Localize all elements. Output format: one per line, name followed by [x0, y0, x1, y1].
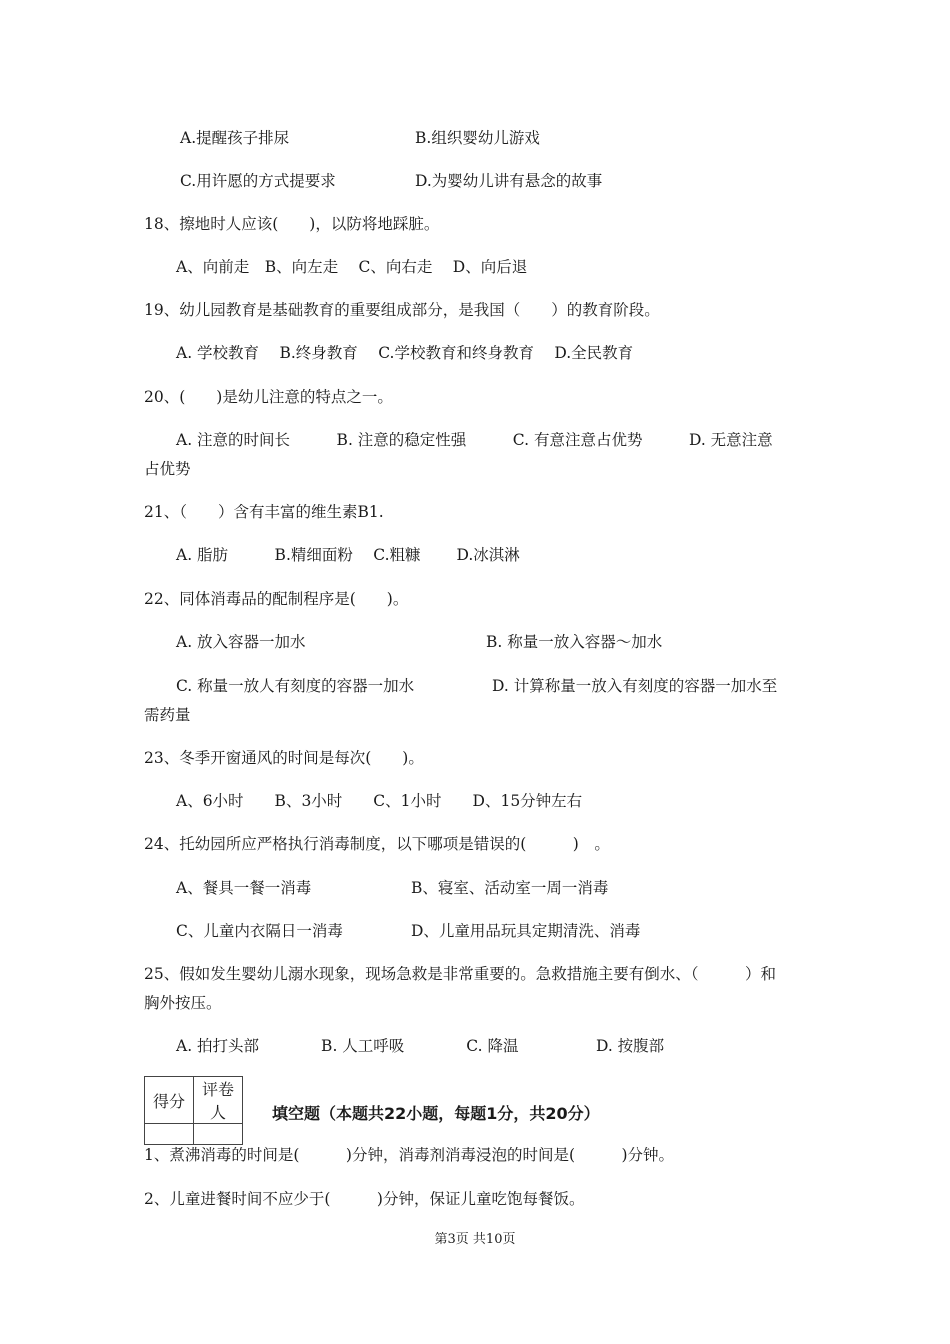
q20-stem: 20、( )是幼儿注意的特点之一。 [144, 388, 393, 406]
q24-stem: 24、托幼园所应严格执行消毒制度，以下哪项是错误的( ) 。 [144, 835, 610, 853]
q25-stem-wrap: 胸外按压。 [144, 994, 222, 1012]
fill-question-2: 2、儿童进餐时间不应少于( )分钟，保证儿童吃饱每餐饭。 [144, 1190, 585, 1208]
q19-options: A. 学校教育 B.终身教育 C.学校教育和终身教育 D.全民教育 [176, 344, 634, 362]
grader-label: 评卷人 [194, 1077, 243, 1124]
score-box [144, 1076, 243, 1145]
q24-option-d: D、儿童用品玩具定期清洗、消毒 [411, 922, 641, 940]
q22-option-d: D. 计算称量一放入有刻度的容器一加水至 [492, 677, 778, 695]
q18-options: A、向前走 B、向左走 C、向右走 D、向后退 [176, 258, 528, 276]
score-cell [145, 1124, 194, 1145]
q25-stem: 25、假如发生婴幼儿溺水现象，现场急救是非常重要的。急救措施主要有倒水、（ ）和 [144, 965, 776, 983]
q24-option-b: B、寝室、活动室一周一消毒 [411, 879, 609, 897]
q23-options: A、6小时 B、3小时 C、1小时 D、15分钟左右 [176, 792, 583, 810]
q22-option-a: A. 放入容器一加水 [176, 633, 306, 651]
q18-stem: 18、擦地时人应该( )，以防将地踩脏。 [144, 215, 440, 233]
q17-option-a: A.提醒孩子排尿 [180, 129, 290, 147]
page-footer: 第3页 共10页 [434, 1232, 516, 1247]
q22-option-c: C. 称量一放人有刻度的容器一加水 [176, 677, 415, 695]
q23-stem: 23、冬季开窗通风的时间是每次( )。 [144, 749, 424, 767]
q21-stem: 21、（ ）含有丰富的维生素B1. [144, 503, 384, 521]
q20-options: A. 注意的时间长 B. 注意的稳定性强 C. 有意注意占优势 D. 无意注意 [176, 431, 773, 449]
q24-option-a: A、餐具一餐一消毒 [176, 879, 312, 897]
fill-question-1: 1、煮沸消毒的时间是( )分钟，消毒剂消毒浸泡的时间是( )分钟。 [144, 1146, 675, 1164]
q22-stem: 22、同体消毒品的配制程序是( )。 [144, 590, 409, 608]
q17-option-d: D.为婴幼儿讲有悬念的故事 [415, 172, 603, 190]
q24-option-c: C、儿童内衣隔日一消毒 [176, 922, 343, 940]
q25-options: A. 拍打头部 B. 人工呼吸 C. 降温 D. 按腹部 [176, 1037, 665, 1055]
score-label: 得分 [145, 1077, 194, 1124]
q20-options-wrap: 占优势 [144, 460, 191, 478]
q22-option-b: B. 称量一放入容器～加水 [486, 633, 663, 651]
grader-cell [194, 1124, 243, 1145]
section-title: 填空题（本题共22小题，每题1分，共20分） [272, 1104, 600, 1123]
q19-stem: 19、幼儿园教育是基础教育的重要组成部分，是我国（ ）的教育阶段。 [144, 301, 660, 319]
q17-option-b: B.组织婴幼儿游戏 [415, 129, 540, 147]
q21-options: A. 脂肪 B.精细面粉 C.粗糠 D.冰淇淋 [176, 546, 520, 564]
q17-option-c: C.用许愿的方式提要求 [180, 172, 336, 190]
q22-option-d-wrap: 需药量 [144, 706, 191, 724]
